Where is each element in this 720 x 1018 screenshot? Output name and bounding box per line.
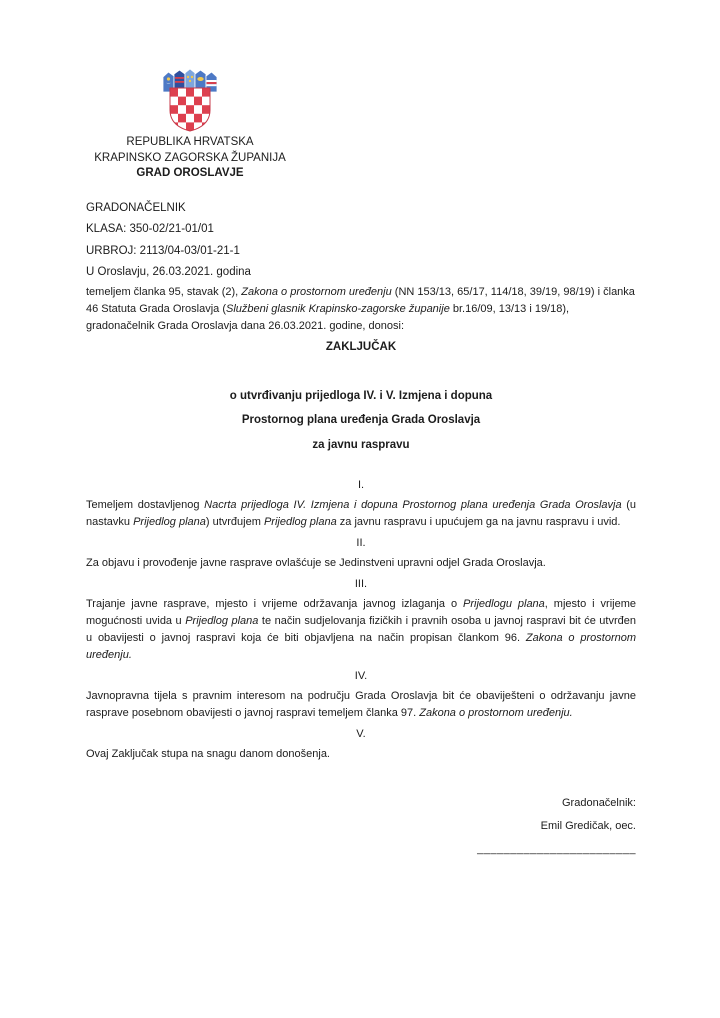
text-segment: (u nastavku <box>86 499 637 528</box>
header-country: REPUBLIKA HRVATSKA <box>126 136 254 148</box>
text-segment: Trajanje javne rasprave, mjesto i vrijeme održavanja javnog izlaganja o <box>86 598 464 610</box>
croatian-coat-of-arms-icon <box>161 68 219 132</box>
italic-text-segment: Nacrta prijedloga IV. Izmjena i dopuna Prostornog plana uređenja Grada Oroslavja <box>204 499 622 511</box>
subtitle-line-2: Prostornog plana uređenja Grada Oroslavja <box>241 414 481 426</box>
text-segment: Temeljem dostavljenog <box>86 499 205 511</box>
italic-text-segment: Službeni glasnik Krapinsko-zagorske županije <box>226 302 450 315</box>
text-segment: br.16/09, 13/13 i 19/18), gradonačelnik Grada Oroslavja dana 26.03.2021. godine, donosi: <box>86 302 570 332</box>
header-county: KRAPINSKO ZAGORSKA ŽUPANIJA <box>94 151 286 164</box>
section-paragraph-1 <box>86 497 636 531</box>
header-city: GRAD OROSLAVJE <box>136 167 244 179</box>
text-segment: Ovaj Zaključak stupa na snagu danom donošenja. <box>86 748 330 760</box>
subtitle-line-3: za javnu raspravu <box>312 438 410 451</box>
text-segment: za javnu raspravu i upućujem ga na javnu raspravu i uvid. <box>336 516 621 528</box>
italic-text-segment: Prijedlog plana <box>133 516 206 528</box>
subtitle-line-1: o utvrđivanju prijedloga IV. i V. Izmjena i dopuna <box>229 389 493 402</box>
text-segment: Za objavu i provođenje javne rasprave ovlašćuje se Jedinstveni upravni odjel Grada Oroslavja. <box>86 557 546 569</box>
signature-rule: ________________________ <box>477 843 636 855</box>
text-segment: temeljem članka 95, stavak (2), <box>86 285 242 298</box>
meta-klasa: KLASA: 350-02/21-01/01 <box>86 223 214 235</box>
text-segment: te način sudjelovanja fizičkih i pravnih osoba u javnoj raspravi bit će utvrđen u obavijesti o javnoj raspravi koja će biti objavljena na način propisan člankom 96. <box>86 615 637 644</box>
italic-text-segment: Zakona o prostornom uređenju. <box>419 707 573 719</box>
meta-office: GRADONAČELNIK <box>86 201 186 214</box>
signature-role: Gradonačelnik: <box>562 797 636 809</box>
text-segment: , mjesto i vrijeme mogućnosti uvida u <box>86 598 636 627</box>
signature-name: Emil Gredičak, oec. <box>540 820 636 832</box>
italic-text-segment: Prijedlog plana <box>185 615 259 627</box>
italic-text-segment: Prijedlog plana <box>263 516 337 528</box>
section-paragraph-4 <box>86 688 636 722</box>
text-segment: ) utvrđujem <box>205 516 264 528</box>
italic-text-segment: Zakona o prostornom uređenju. <box>86 632 636 661</box>
section-paragraph-5 <box>86 746 636 763</box>
meta-place-date: U Oroslavju, 26.03.2021. godina <box>86 266 251 278</box>
section-paragraph-2 <box>86 555 636 572</box>
section-number-1: I. <box>357 479 365 491</box>
document-title: ZAKLJUČAK <box>325 340 397 353</box>
text-segment: Javnopravna tijela s pravnim interesom na području Grada Oroslavja bit će obaviješteni o održavanju javne rasprave posebnom obavijesti o javnoj raspravi temeljem članka 97. <box>86 690 636 719</box>
italic-text-segment: Prijedlogu plana <box>463 598 545 610</box>
signature-block <box>86 792 636 861</box>
italic-text-segment: Zakona o prostornom uređenju <box>241 285 392 298</box>
document-subtitle <box>86 384 636 458</box>
document-header <box>86 68 294 182</box>
section-number-2: II. <box>356 537 366 549</box>
section-number-4: IV. <box>354 670 368 682</box>
text-segment: (NN 153/13, 65/17, 114/18, 39/19, 98/19) i članka 46 Statuta Grada Oroslavja ( <box>86 285 635 315</box>
meta-urbroj: URBROJ: 2113/04-03/01-21-1 <box>86 244 240 257</box>
section-number-3: III. <box>354 578 368 590</box>
preamble-paragraph <box>86 284 636 335</box>
section-number-5: V. <box>356 728 366 740</box>
document-meta <box>86 198 636 284</box>
section-paragraph-3 <box>86 596 636 664</box>
